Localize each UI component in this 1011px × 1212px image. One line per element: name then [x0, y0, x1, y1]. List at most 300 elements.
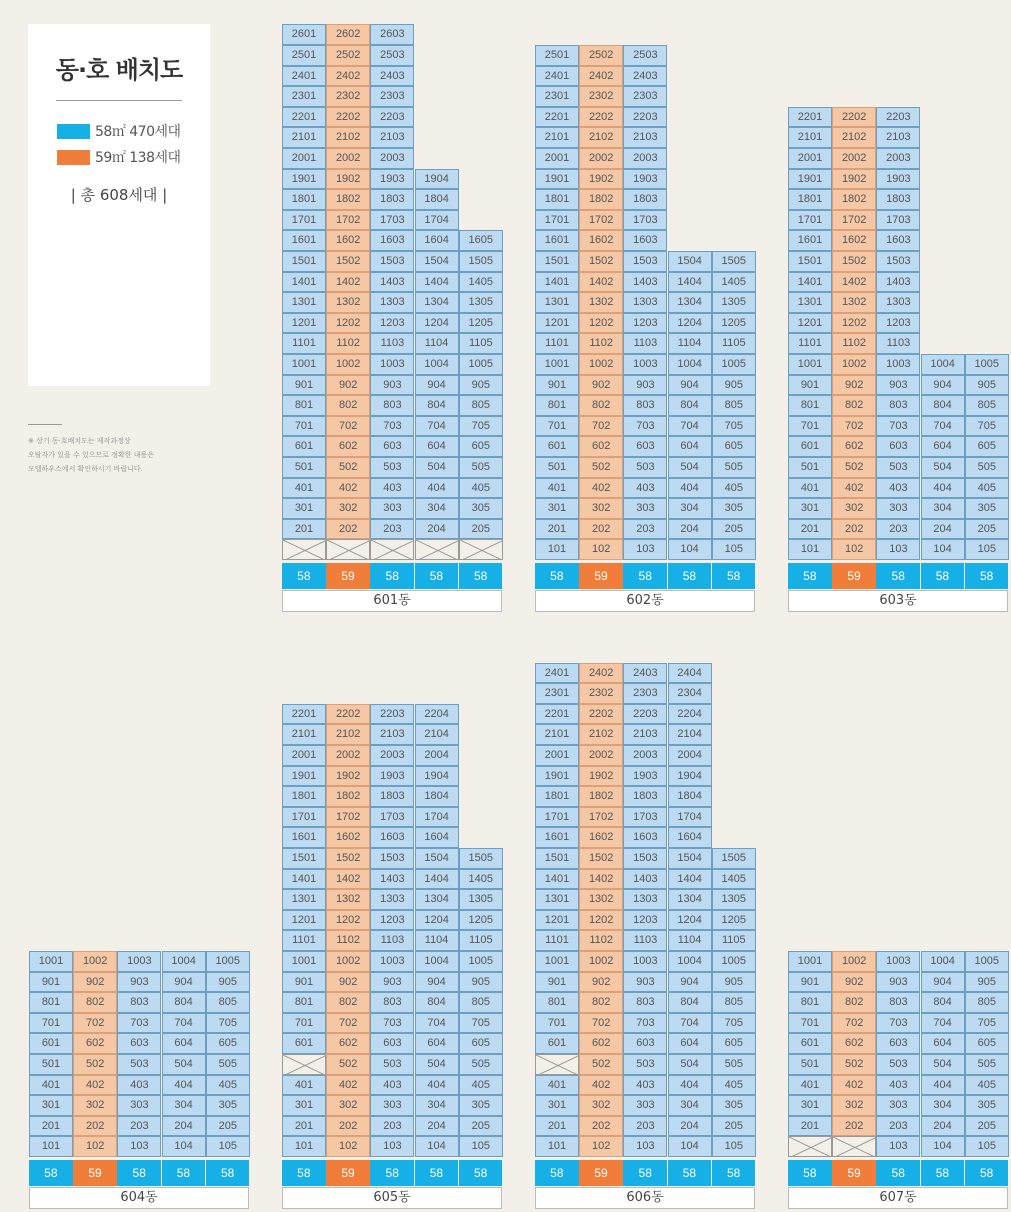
unit-cell: 401: [788, 1075, 832, 1096]
unit-cell: 1703: [370, 210, 414, 231]
unit-cell: 1202: [579, 313, 623, 334]
unit-cell: 404: [162, 1075, 206, 1096]
unit-cell: 1202: [326, 910, 370, 931]
unit-cell: 501: [282, 457, 326, 478]
unit-type-label: 58: [623, 563, 667, 589]
unit-cell: 804: [415, 992, 459, 1013]
unit-type-label: 58: [623, 1160, 667, 1186]
unit-cell: 303: [876, 1095, 920, 1116]
unit-cell: 802: [579, 992, 623, 1013]
unit-cell: 1401: [282, 869, 326, 890]
unit-cell: 2102: [579, 127, 623, 148]
unit-cell: 602: [326, 1033, 370, 1054]
unit-cell: 904: [668, 375, 712, 396]
unit-cell: 403: [117, 1075, 161, 1096]
unit-cell: 1903: [370, 766, 414, 787]
unit-cell: 2502: [579, 45, 623, 66]
unit-cell: 1002: [326, 354, 370, 375]
unit-cell: 304: [668, 1095, 712, 1116]
unit-cell: 2203: [370, 107, 414, 128]
unit-cell: 105: [712, 1136, 756, 1157]
unit-cell: 305: [459, 1095, 503, 1116]
unit-cell: 2202: [579, 107, 623, 128]
unit-cell: 1902: [326, 169, 370, 190]
unit-cell: 1601: [282, 827, 326, 848]
unit-cell: 201: [788, 519, 832, 540]
legend-label-59: 59㎡ 138세대: [95, 150, 181, 166]
unit-cell: 802: [326, 992, 370, 1013]
unit-cell: 1302: [579, 889, 623, 910]
unit-cell: 1003: [876, 951, 920, 972]
unit-cell: 1601: [535, 827, 579, 848]
note-line: ※ 상기 동·호배치도는 제작과정상: [28, 437, 131, 445]
unit-cell: 2001: [535, 745, 579, 766]
unit-cell: 1901: [282, 766, 326, 787]
unit-cell: 1305: [459, 889, 503, 910]
unit-cell: 2203: [623, 704, 667, 725]
unit-cell: 604: [415, 1033, 459, 1054]
unit-cell: 602: [326, 436, 370, 457]
unit-cell: 203: [876, 519, 920, 540]
unit-cell: 1301: [535, 889, 579, 910]
unit-cell: 2202: [832, 107, 876, 128]
unit-cell: 401: [282, 1075, 326, 1096]
unit-cell: 1703: [623, 210, 667, 231]
legend-swatch-58: [57, 124, 90, 139]
unit-cell: 703: [623, 1013, 667, 1034]
unit-cell: 1002: [579, 354, 623, 375]
unit-cell: 303: [370, 1095, 414, 1116]
unit-cell: 702: [579, 1013, 623, 1034]
unit-cell: 704: [415, 1013, 459, 1034]
unit-cell: 2103: [370, 127, 414, 148]
unit-cell: 501: [29, 1054, 73, 1075]
unit-cell: 201: [282, 1116, 326, 1137]
unit-type-label: 58: [535, 563, 579, 589]
unit-cell: 1803: [876, 189, 920, 210]
unit-cell: 1803: [370, 786, 414, 807]
unit-cell: 203: [370, 519, 414, 540]
unit-cell: 302: [579, 498, 623, 519]
unit-cell: 205: [965, 519, 1009, 540]
unit-cell: 505: [965, 1054, 1009, 1075]
unit-cell: 204: [162, 1116, 206, 1137]
unit-cell: 1501: [788, 251, 832, 272]
unit-cell: 102: [579, 1136, 623, 1157]
unit-cell: 1303: [370, 292, 414, 313]
unit-cell: 1701: [282, 210, 326, 231]
unit-cell: 301: [282, 1095, 326, 1116]
unit-cell: 303: [370, 498, 414, 519]
unit-cell: 1604: [668, 827, 712, 848]
unit-cell: 1005: [965, 951, 1009, 972]
unit-cell: 1305: [459, 292, 503, 313]
unit-cell: 1602: [579, 230, 623, 251]
unit-cell: 1204: [668, 313, 712, 334]
unit-cell: 905: [965, 972, 1009, 993]
unit-cell: 705: [206, 1013, 250, 1034]
unit-cell: 103: [623, 1136, 667, 1157]
unit-cell: 103: [117, 1136, 161, 1157]
unit-type-label: 58: [282, 1160, 326, 1186]
unit-cell: 2303: [623, 683, 667, 704]
unit-cell: 1802: [832, 189, 876, 210]
unit-cell: 302: [73, 1095, 117, 1116]
unit-cell: 1505: [459, 848, 503, 869]
unit-cell: 1703: [370, 807, 414, 828]
unit-cell: 402: [579, 478, 623, 499]
unit-cell: 105: [965, 539, 1009, 560]
unit-cell: 1505: [459, 251, 503, 272]
unit-cell: 703: [623, 416, 667, 437]
unit-cell: 2202: [326, 704, 370, 725]
unit-cell: 1601: [535, 230, 579, 251]
unit-type-label: 59: [579, 563, 623, 589]
unit-cell: 2501: [535, 45, 579, 66]
unit-cell: 201: [29, 1116, 73, 1137]
unit-cell: 1404: [415, 869, 459, 890]
unit-cell: 1002: [832, 951, 876, 972]
unit-cell: 1803: [370, 189, 414, 210]
unit-cell: 2201: [535, 107, 579, 128]
unit-cell: 202: [579, 1116, 623, 1137]
unit-cell: 201: [788, 1116, 832, 1137]
unit-cell: 603: [370, 1033, 414, 1054]
unit-cell: 2102: [326, 724, 370, 745]
unit-cell: 1105: [712, 333, 756, 354]
unit-cell: 804: [668, 992, 712, 1013]
unit-cell: 604: [921, 1033, 965, 1054]
unit-cell: 1504: [415, 251, 459, 272]
unit-cell: 1003: [623, 951, 667, 972]
unit-cell: 204: [668, 519, 712, 540]
unit-cell: 203: [623, 519, 667, 540]
unit-cell: 102: [326, 1136, 370, 1157]
unit-cell: 903: [370, 375, 414, 396]
unit-cell: 803: [117, 992, 161, 1013]
unit-cell: 503: [370, 457, 414, 478]
building-name: 605동: [282, 1187, 502, 1209]
unit-cell: 1205: [712, 313, 756, 334]
unit-cell: 301: [535, 1095, 579, 1116]
unit-cell: 1405: [712, 272, 756, 293]
unit-cell: 304: [162, 1095, 206, 1116]
unit-cell: 2104: [415, 724, 459, 745]
unit-cell: 1101: [788, 333, 832, 354]
unit-cell: 703: [876, 416, 920, 437]
unit-cell: 1702: [579, 807, 623, 828]
legend-item-59: [57, 148, 181, 166]
unit-cell: 1801: [282, 786, 326, 807]
unit-cell: 1304: [668, 292, 712, 313]
unit-cell: 201: [535, 1116, 579, 1137]
unit-cell: 1301: [788, 292, 832, 313]
unit-cell: 401: [282, 478, 326, 499]
unit-cell: 203: [370, 1116, 414, 1137]
unit-cell: 2401: [282, 66, 326, 87]
unit-cell: 2003: [876, 148, 920, 169]
unit-cell: 302: [832, 498, 876, 519]
unit-cell: 1005: [459, 354, 503, 375]
unit-cell: 1204: [668, 910, 712, 931]
unit-cell: 502: [73, 1054, 117, 1075]
unit-cell: 102: [73, 1136, 117, 1157]
unit-cell: 1303: [876, 292, 920, 313]
unit-cell: 502: [579, 457, 623, 478]
unit-cell: 705: [965, 416, 1009, 437]
unit-cell: 904: [415, 375, 459, 396]
unit-cell: 1004: [921, 354, 965, 375]
unit-cell: 302: [326, 1095, 370, 1116]
unit-cell: 801: [788, 992, 832, 1013]
unit-cell: 1505: [712, 848, 756, 869]
unit-cell: 1201: [535, 910, 579, 931]
unit-type-label: 58: [459, 1160, 503, 1186]
unit-cell: 405: [459, 1075, 503, 1096]
unit-cell: 2002: [326, 745, 370, 766]
unit-cell: 2302: [579, 683, 623, 704]
unit-cell: 1103: [623, 930, 667, 951]
unit-cell: 1201: [282, 910, 326, 931]
unit-cell: 1704: [415, 210, 459, 231]
empty-unit-cell: [832, 1136, 876, 1157]
unit-type-label: 58: [459, 563, 503, 589]
unit-cell: 903: [876, 375, 920, 396]
unit-cell: 801: [282, 992, 326, 1013]
unit-cell: 1804: [415, 786, 459, 807]
unit-cell: 901: [282, 972, 326, 993]
unit-cell: 404: [921, 1075, 965, 1096]
unit-type-label: 58: [965, 563, 1009, 589]
unit-type-label: 58: [29, 1160, 73, 1186]
unit-cell: 1004: [921, 951, 965, 972]
unit-cell: 305: [965, 1095, 1009, 1116]
unit-cell: 1205: [459, 910, 503, 931]
unit-cell: 105: [459, 1136, 503, 1157]
unit-cell: 2601: [282, 24, 326, 45]
unit-cell: 902: [326, 375, 370, 396]
unit-cell: 205: [965, 1116, 1009, 1137]
unit-cell: 2302: [326, 86, 370, 107]
unit-cell: 501: [788, 1054, 832, 1075]
unit-cell: 801: [535, 395, 579, 416]
unit-cell: 701: [788, 1013, 832, 1034]
unit-cell: 1501: [535, 848, 579, 869]
unit-cell: 1501: [282, 848, 326, 869]
unit-cell: 703: [876, 1013, 920, 1034]
unit-cell: 703: [370, 1013, 414, 1034]
unit-cell: 903: [623, 375, 667, 396]
unit-cell: 502: [579, 1054, 623, 1075]
unit-cell: 1602: [326, 230, 370, 251]
unit-cell: 2402: [579, 663, 623, 684]
unit-cell: 205: [206, 1116, 250, 1137]
unit-type-label: 58: [668, 563, 712, 589]
unit-cell: 704: [668, 416, 712, 437]
unit-cell: 2503: [623, 45, 667, 66]
unit-cell: 104: [668, 1136, 712, 1157]
unit-cell: 203: [876, 1116, 920, 1137]
unit-cell: 2403: [623, 663, 667, 684]
unit-cell: 1704: [668, 807, 712, 828]
unit-cell: 1001: [29, 951, 73, 972]
unit-cell: 2301: [282, 86, 326, 107]
unit-cell: 1502: [579, 848, 623, 869]
unit-cell: 1402: [326, 272, 370, 293]
unit-cell: 505: [965, 457, 1009, 478]
unit-cell: 1302: [832, 292, 876, 313]
unit-cell: 1005: [459, 951, 503, 972]
unit-cell: 802: [832, 395, 876, 416]
unit-cell: 1202: [832, 313, 876, 334]
unit-cell: 802: [579, 395, 623, 416]
unit-cell: 1503: [623, 251, 667, 272]
unit-cell: 1104: [415, 333, 459, 354]
unit-cell: 1702: [579, 210, 623, 231]
unit-cell: 602: [579, 1033, 623, 1054]
unit-cell: 402: [832, 478, 876, 499]
unit-cell: 1101: [535, 930, 579, 951]
unit-cell: 901: [535, 375, 579, 396]
unit-cell: 705: [712, 1013, 756, 1034]
unit-cell: 2203: [876, 107, 920, 128]
unit-cell: 605: [965, 1033, 1009, 1054]
unit-cell: 1401: [535, 869, 579, 890]
unit-cell: 2304: [668, 683, 712, 704]
unit-cell: 1802: [579, 786, 623, 807]
unit-type-label: 59: [832, 1160, 876, 1186]
building-name: 601동: [282, 590, 502, 612]
unit-cell: 2303: [370, 86, 414, 107]
unit-cell: 905: [459, 972, 503, 993]
unit-cell: 804: [668, 395, 712, 416]
unit-cell: 2003: [623, 148, 667, 169]
unit-cell: 1604: [415, 827, 459, 848]
unit-cell: 1603: [876, 230, 920, 251]
unit-cell: 304: [921, 1095, 965, 1116]
unit-type-label: 58: [921, 1160, 965, 1186]
unit-cell: 2004: [415, 745, 459, 766]
unit-cell: 2001: [535, 148, 579, 169]
unit-cell: 1403: [370, 272, 414, 293]
unit-cell: 904: [921, 375, 965, 396]
unit-cell: 804: [921, 395, 965, 416]
unit-cell: 502: [832, 457, 876, 478]
unit-cell: 401: [535, 1075, 579, 1096]
unit-cell: 304: [415, 498, 459, 519]
unit-cell: 103: [370, 1136, 414, 1157]
unit-cell: 1101: [282, 930, 326, 951]
unit-cell: 1802: [326, 189, 370, 210]
unit-cell: 403: [876, 1075, 920, 1096]
unit-cell: 805: [965, 992, 1009, 1013]
unit-cell: 1402: [326, 869, 370, 890]
unit-cell: 104: [668, 539, 712, 560]
unit-cell: 2303: [623, 86, 667, 107]
unit-cell: 1701: [535, 807, 579, 828]
unit-cell: 2201: [282, 107, 326, 128]
unit-cell: 902: [326, 972, 370, 993]
unit-cell: 1402: [579, 869, 623, 890]
unit-cell: 503: [623, 1054, 667, 1075]
unit-cell: 1502: [832, 251, 876, 272]
unit-type-label: 59: [326, 1160, 370, 1186]
unit-cell: 1302: [326, 292, 370, 313]
unit-cell: 404: [668, 478, 712, 499]
unit-cell: 602: [832, 436, 876, 457]
unit-cell: 503: [623, 457, 667, 478]
unit-cell: 805: [965, 395, 1009, 416]
unit-cell: 2002: [579, 745, 623, 766]
unit-cell: 503: [117, 1054, 161, 1075]
unit-cell: 702: [579, 416, 623, 437]
unit-cell: 2201: [788, 107, 832, 128]
unit-cell: 902: [579, 972, 623, 993]
unit-cell: 805: [459, 395, 503, 416]
unit-cell: 605: [459, 1033, 503, 1054]
unit-cell: 901: [535, 972, 579, 993]
unit-cell: 1404: [415, 272, 459, 293]
unit-cell: 1203: [370, 910, 414, 931]
unit-cell: 103: [876, 1136, 920, 1157]
unit-cell: 1404: [668, 272, 712, 293]
unit-cell: 304: [921, 498, 965, 519]
unit-cell: 1302: [326, 889, 370, 910]
building-name: 606동: [535, 1187, 755, 1209]
unit-type-label: 58: [965, 1160, 1009, 1186]
unit-cell: 2402: [326, 66, 370, 87]
unit-cell: 701: [282, 1013, 326, 1034]
building-name: 602동: [535, 590, 755, 612]
unit-cell: 503: [370, 1054, 414, 1075]
unit-cell: 1401: [535, 272, 579, 293]
unit-cell: 405: [712, 478, 756, 499]
note-line: 모델하우스에서 확인하시기 바랍니다.: [28, 465, 143, 473]
unit-cell: 1603: [623, 827, 667, 848]
unit-cell: 905: [206, 972, 250, 993]
unit-cell: 1002: [73, 951, 117, 972]
unit-cell: 1802: [326, 786, 370, 807]
unit-cell: 404: [415, 1075, 459, 1096]
unit-cell: 2004: [668, 745, 712, 766]
unit-cell: 1801: [535, 189, 579, 210]
unit-cell: 1304: [415, 292, 459, 313]
unit-cell: 2001: [282, 745, 326, 766]
unit-cell: 2104: [668, 724, 712, 745]
unit-type-label: 58: [370, 1160, 414, 1186]
unit-cell: 503: [876, 1054, 920, 1075]
unit-cell: 404: [415, 478, 459, 499]
unit-cell: 702: [832, 1013, 876, 1034]
unit-cell: 1603: [623, 230, 667, 251]
unit-cell: 2302: [579, 86, 623, 107]
unit-cell: 604: [162, 1033, 206, 1054]
unit-cell: 2204: [668, 704, 712, 725]
unit-cell: 1403: [623, 272, 667, 293]
unit-cell: 1001: [788, 354, 832, 375]
unit-cell: 402: [73, 1075, 117, 1096]
unit-cell: 601: [535, 436, 579, 457]
legend-swatch-59: [57, 150, 90, 165]
unit-cell: 705: [712, 416, 756, 437]
unit-cell: 1002: [832, 354, 876, 375]
unit-cell: 2602: [326, 24, 370, 45]
unit-cell: 602: [73, 1033, 117, 1054]
unit-cell: 1502: [579, 251, 623, 272]
unit-cell: 1101: [535, 333, 579, 354]
unit-cell: 104: [162, 1136, 206, 1157]
unit-cell: 1605: [459, 230, 503, 251]
